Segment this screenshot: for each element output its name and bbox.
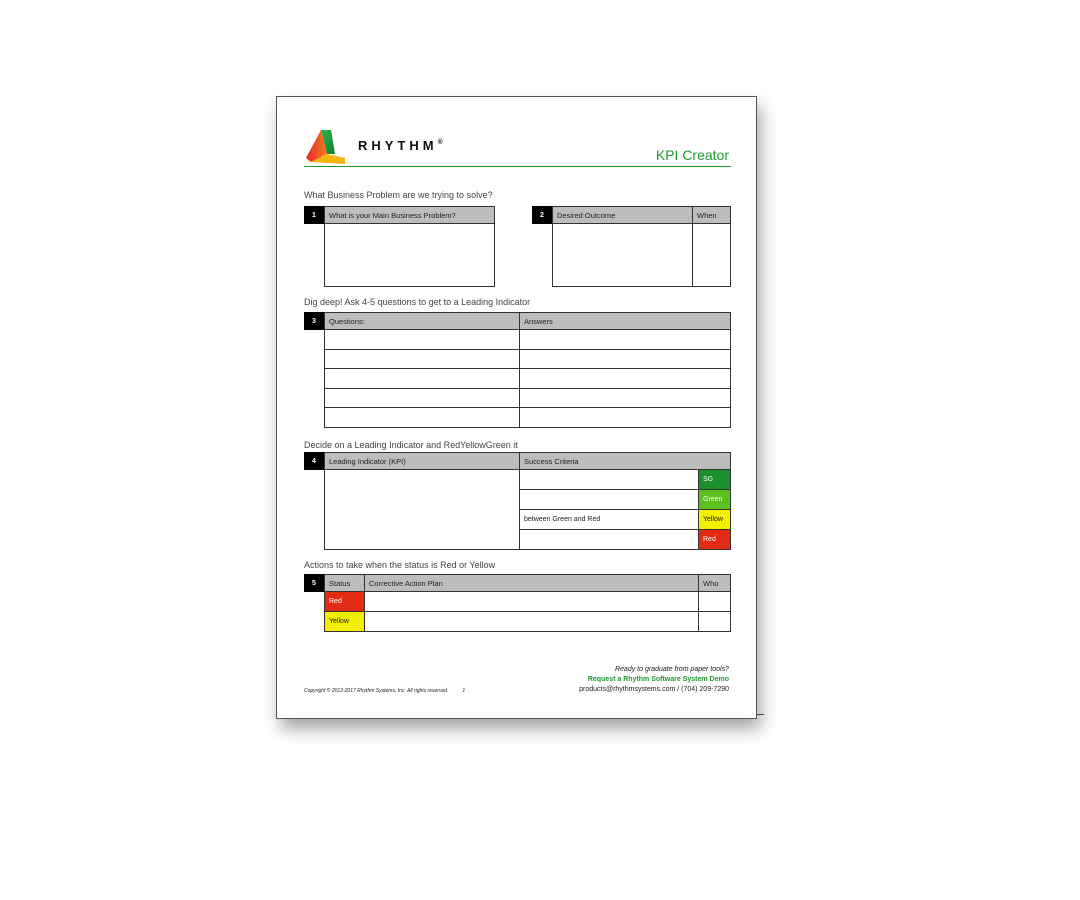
question-field[interactable] [324,388,520,408]
brand-name: RHYTHM® [358,138,443,153]
status-sg-swatch: SG [698,469,731,490]
document-title: KPI Creator [655,147,729,163]
step-4-number: 4 [304,452,324,470]
section-3-title: Decide on a Leading Indicator and RedYellowGreen it [304,440,518,450]
status-red-cell: Red [324,591,365,612]
corrective-plan-header: Corrective Action Plan [364,574,699,592]
success-criteria-field[interactable]: between Green and Red [519,509,699,530]
page-number: 1 [462,688,466,694]
copyright-notice: Copyright © 2012-2017 Rhythm Systems, Inc. All rights reserved. 1 [304,688,466,694]
success-criteria-field[interactable] [519,529,699,550]
who-field[interactable] [698,611,731,632]
rhythm-logo-icon [305,128,349,166]
success-criteria-header: Success Criteria [519,452,731,470]
kpi-header: Leading Indicator (KPI) [324,452,520,470]
title-divider [304,166,731,167]
answer-field[interactable] [519,388,731,408]
status-yellow-cell: Yellow [324,611,365,632]
question-field[interactable] [324,329,520,350]
status-red-swatch: Red [698,529,731,550]
step-5-number: 5 [304,574,324,592]
answer-field[interactable] [519,329,731,350]
page-edge-mark [757,714,764,715]
question-field[interactable] [324,368,520,389]
kpi-field[interactable] [324,469,520,550]
cta-question: Ready to graduate from paper tools? [614,666,729,673]
action-plan-field[interactable] [364,611,699,632]
step-1-number: 1 [304,206,324,224]
who-field[interactable] [698,591,731,612]
section-1-title: What Business Problem are we trying to solve? [304,190,493,200]
question-field[interactable] [324,349,520,369]
when-header: When [692,206,731,224]
success-criteria-field[interactable] [519,489,699,510]
section-2-title: Dig deep! Ask 4-5 questions to get to a Leading Indicator [304,297,531,307]
section-4-title: Actions to take when the status is Red or Yellow [304,560,496,570]
who-header: Who [698,574,731,592]
kpi-creator-document [276,96,757,719]
main-problem-field[interactable] [324,223,495,287]
when-field[interactable] [692,223,731,287]
contact-info[interactable]: products@rhythmsystems.com / (704) 209-7290 [579,686,729,693]
answer-field[interactable] [519,349,731,369]
step-3-number: 3 [304,312,324,330]
status-green-swatch: Green [698,489,731,510]
status-header: Status [324,574,365,592]
status-yellow-swatch: Yellow [698,509,731,530]
action-plan-field[interactable] [364,591,699,612]
answers-header: Answers [519,312,731,330]
answer-field[interactable] [519,368,731,389]
answer-field[interactable] [519,407,731,428]
desired-outcome-header: Desired Outcome [552,206,693,224]
success-criteria-field[interactable] [519,469,699,490]
main-problem-header: What is your Main Business Problem? [324,206,495,224]
questions-header: Questions: [324,312,520,330]
desired-outcome-field[interactable] [552,223,693,287]
request-demo-link[interactable]: Request a Rhythm Software System Demo [587,676,729,683]
step-2-number: 2 [532,206,552,224]
question-field[interactable] [324,407,520,428]
